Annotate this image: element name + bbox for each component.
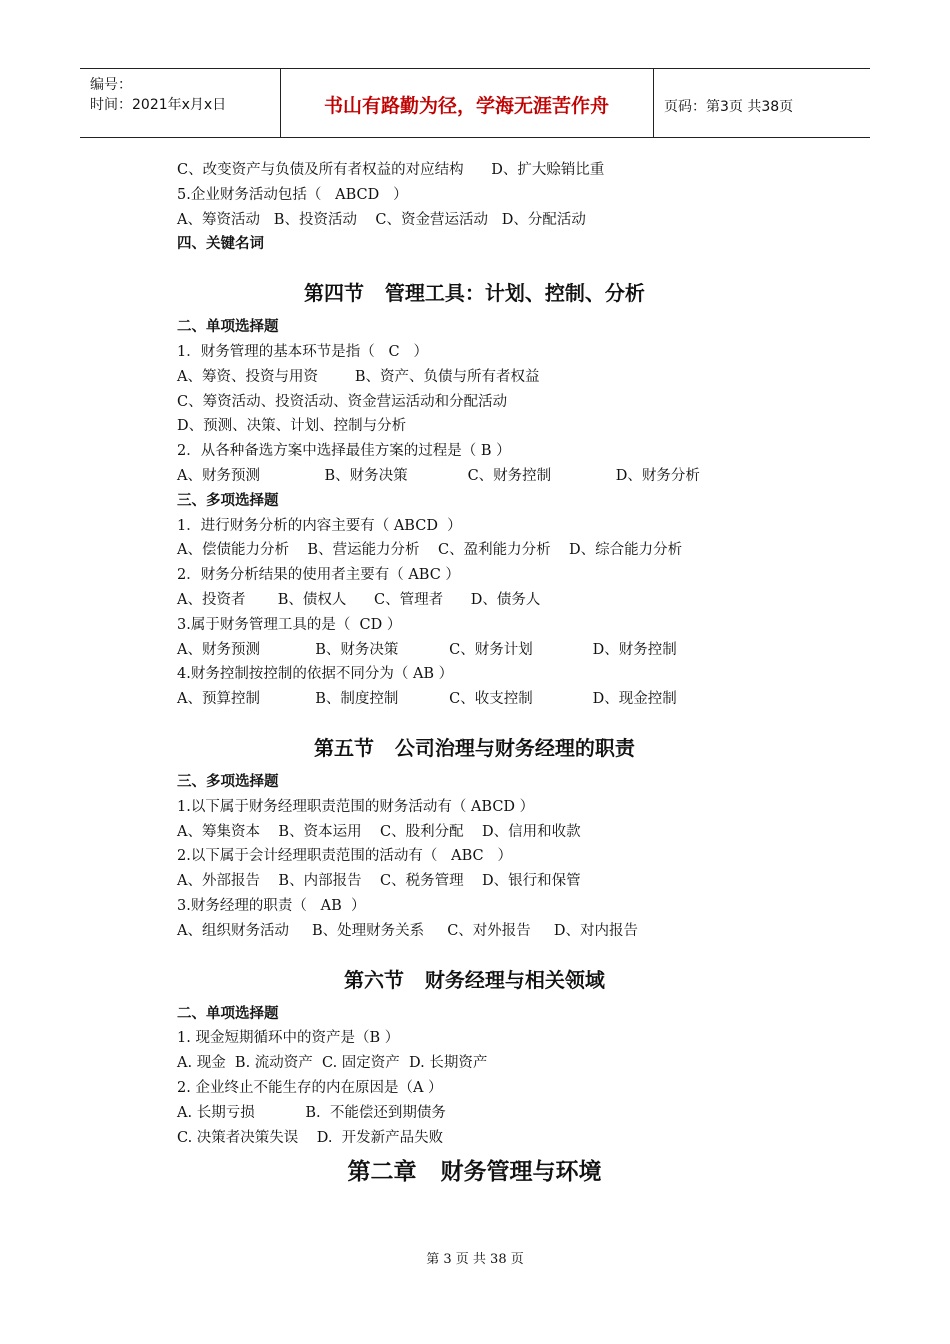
section-heading: 二、单项选择题 <box>177 319 279 336</box>
text-line: C、筹资活动、投资活动、资金营运活动和分配活动 <box>177 393 508 410</box>
text-line: 2. 企业终止不能生存的内在原因是（A ） <box>177 1079 443 1096</box>
text-line: 3.属于财务管理工具的是（ CD ） <box>177 616 402 633</box>
subsection-title: 第五节 公司治理与财务经理的职责 <box>314 735 635 760</box>
text-line: A、财务预测 B、财务决策 C、财务计划 D、财务控制 <box>177 641 677 658</box>
section-heading: 三、多项选择题 <box>177 492 279 509</box>
header-page-number: 页码：第3页 共38页 <box>664 99 794 115</box>
document-date-label: 时间：2021年x月x日 <box>90 97 227 113</box>
text-line: A、财务预测 B、财务决策 C、财务控制 D、财务分析 <box>177 467 700 484</box>
document-number-label: 编号： <box>90 77 132 93</box>
section-heading: 三、多项选择题 <box>177 773 279 790</box>
text-line: A、外部报告 B、内部报告 C、税务管理 D、银行和保管 <box>177 873 581 890</box>
section-heading: 二、单项选择题 <box>177 1005 279 1022</box>
subsection-title: 第六节 财务经理与相关领域 <box>344 967 605 992</box>
text-line: A、筹资活动 B、投资活动 C、资金营运活动 D、分配活动 <box>177 211 586 228</box>
text-line: 1. 现金短期循环中的资产是（B ） <box>177 1030 400 1047</box>
text-line: 2．财务分析结果的使用者主要有（ ABC ） <box>177 567 460 584</box>
text-line: C. 决策者决策失误 D. 开发新产品失败 <box>177 1129 444 1146</box>
text-line: 1．进行财务分析的内容主要有（ ABCD ） <box>177 517 462 534</box>
text-line: D、预测、决策、计划、控制与分析 <box>177 418 407 435</box>
text-line: A、筹资、投资与用资 B、资产、负债与所有者权益 <box>177 368 540 385</box>
text-line: A、投资者 B、债权人 C、管理者 D、债务人 <box>177 591 541 608</box>
page-header <box>80 68 870 138</box>
text-line: 4.财务控制按控制的依据不同分为（ AB ） <box>177 666 454 683</box>
text-line: A、预算控制 B、制度控制 C、收支控制 D、现金控制 <box>177 691 677 708</box>
chapter-title: 第二章 财务管理与环境 <box>347 1159 602 1186</box>
text-line: 3.财务经理的职责（ AB ） <box>177 897 366 914</box>
header-page-cell <box>654 69 870 137</box>
subsection-title: 第四节 管理工具：计划、控制、分析 <box>304 281 645 306</box>
text-line: 1.以下属于财务经理职责范围的财务活动有（ ABCD ） <box>177 798 535 815</box>
text-line: A. 现金 B. 流动资产 C. 固定资产 D. 长期资产 <box>177 1055 488 1072</box>
page-body <box>177 158 837 1194</box>
text-line: 2．从各种备选方案中选择最佳方案的过程是（ B ） <box>177 443 511 460</box>
text-line: A、偿债能力分析 B、营运能力分析 C、盈利能力分析 D、综合能力分析 <box>177 542 683 559</box>
header-motto: 书山有路勤为径，学海无涯苦作舟 <box>323 95 609 117</box>
page-footer: 第 3 页 共 38 页 <box>426 1252 524 1267</box>
text-line: 2.以下属于会计经理职责范围的活动有（ ABC ） <box>177 848 512 865</box>
text-line: A、组织财务活动 B、处理财务关系 C、对外报告 D、对内报告 <box>177 922 638 939</box>
text-line: 5.企业财务活动包括（ ABCD ） <box>177 186 408 203</box>
text-line: A、筹集资本 B、资本运用 C、股利分配 D、信用和收款 <box>177 823 581 840</box>
section-heading: 四、关键名词 <box>177 236 264 253</box>
text-line: A. 长期亏损 B. 不能偿还到期债务 <box>177 1104 446 1121</box>
text-line: 1．财务管理的基本环节是指（ C ） <box>177 343 428 360</box>
header-info-cell <box>80 69 281 137</box>
text-line: C、改变资产与负债及所有者权益的对应结构 D、扩大赊销比重 <box>177 162 605 178</box>
header-motto-cell <box>280 69 654 137</box>
